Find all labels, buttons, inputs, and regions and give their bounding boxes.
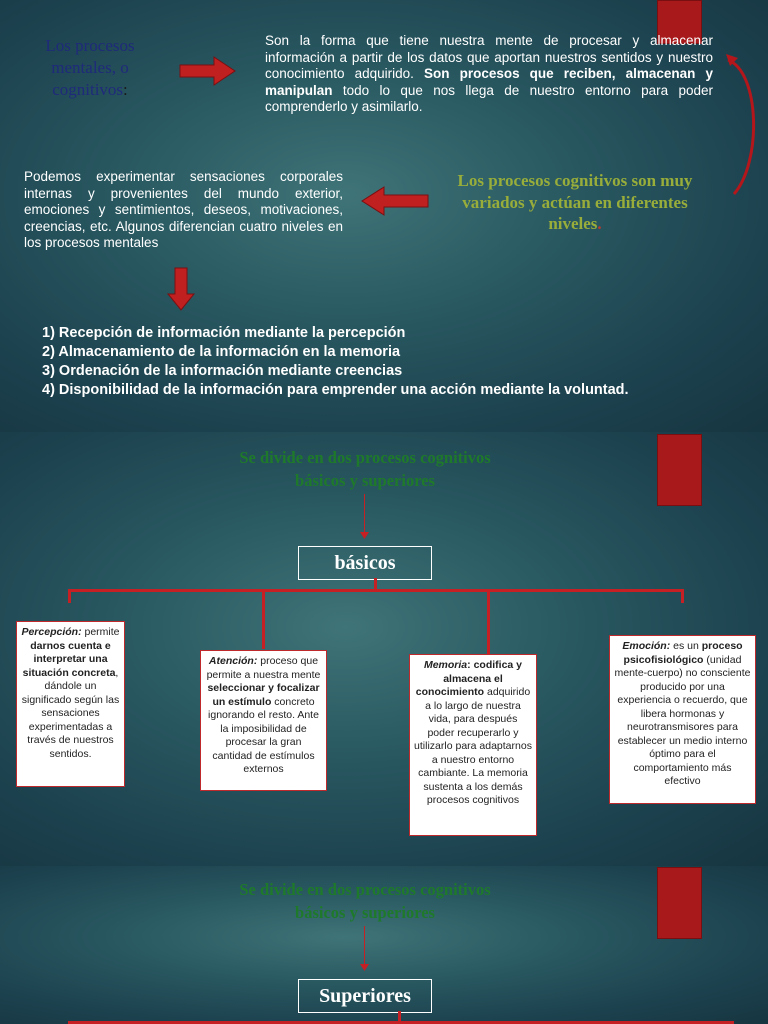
superiores-title-box: Superiores bbox=[298, 979, 432, 1013]
division-heading: Se divide en dos procesos cognitivos básicos y superiores bbox=[239, 880, 491, 922]
levels-list bbox=[42, 324, 742, 400]
card-percepcion: Percepción: permite darnos cuenta e interpretar una situación concreta, dándole un significado según las sensaciones experimentadas a través de nuestros sentidos. bbox=[16, 621, 125, 787]
level-item: 1) Recepción de información mediante la percepción bbox=[42, 325, 406, 341]
branch-atencion bbox=[262, 591, 265, 649]
level-item: 4) Disponibilidad de la información para emprender una acción mediante la voluntad. bbox=[42, 382, 629, 398]
definition-paragraph: Son la forma que tiene nuestra mente de procesar y almacenar información a partir de los datos que aportan nuestros sentidos y nuestro conocimiento adquirido. Son procesos que reciben, almacenan y manipulan todo lo que nos llega de nuestro entorno para poder comprenderlo y asimilarlo. bbox=[265, 33, 713, 114]
connector-line bbox=[364, 926, 365, 968]
arrowhead-down-icon bbox=[360, 532, 370, 540]
arrow-left-icon bbox=[360, 184, 432, 218]
connector-line bbox=[364, 494, 365, 536]
card-emocion: Emoción: es un proceso psicofisiológico (unidad mente-cuerpo) no consciente producido por una experiencia o recuerdo, que libera hormonas y neurotransmisores para establecer un medio interno óptimo para el comportamiento más efectivo bbox=[609, 635, 756, 804]
card-atencion: Atención: proceso que permite a nuestra mente seleccionar y focalizar un estímulo concreto ignorando el resto. Ante la imposibilidad de procesar la gran cantidad de estímulos externos bbox=[200, 650, 327, 791]
slide-procesos-basicos bbox=[0, 432, 768, 866]
arrow-right-icon bbox=[178, 55, 238, 87]
slide-procesos-mentales bbox=[0, 0, 768, 432]
variety-statement: Los procesos cognitivos son muy variados y actúan en diferentes niveles. bbox=[457, 171, 693, 233]
decorative-red-rectangle bbox=[657, 434, 702, 506]
decorative-red-rectangle bbox=[657, 867, 702, 939]
bracket-right-end bbox=[681, 589, 684, 603]
bracket-left-end bbox=[68, 589, 71, 603]
procesos-mentales-label: Los procesos mentales, o cognitivos: bbox=[45, 36, 135, 99]
experience-paragraph: Podemos experimentar sensaciones corporales internas y provenientes del mundo exterior, emociones y sentimientos, deseos, motivaciones, creencias, etc. Algunos diferencian cuatro niveles en los procesos mentales bbox=[24, 169, 343, 250]
bracket-stem bbox=[374, 578, 377, 589]
slide-procesos-superiores bbox=[0, 866, 768, 1024]
arrowhead-down-icon bbox=[360, 964, 370, 972]
bracket-bar bbox=[68, 589, 684, 592]
division-heading: Se divide en dos procesos cognitivos básicos y superiores bbox=[239, 448, 491, 490]
basicos-title-box: básicos bbox=[298, 546, 432, 580]
branch-memoria bbox=[487, 591, 490, 654]
card-memoria: Memoria: codifica y almacena el conocimiento adquirido a lo largo de nuestra vida, para después poder recuperarlo y utilizarlo para adaptarnos a nuestro entorno cambiante. La memoria sustenta a los demás procesos cognitivos bbox=[409, 654, 537, 836]
level-item: 3) Ordenación de la información mediante creencias bbox=[42, 363, 403, 379]
arrow-down-icon bbox=[166, 266, 196, 312]
curved-arrow-icon bbox=[720, 52, 768, 202]
level-item: 2) Almacenamiento de la información en la memoria bbox=[42, 344, 401, 360]
